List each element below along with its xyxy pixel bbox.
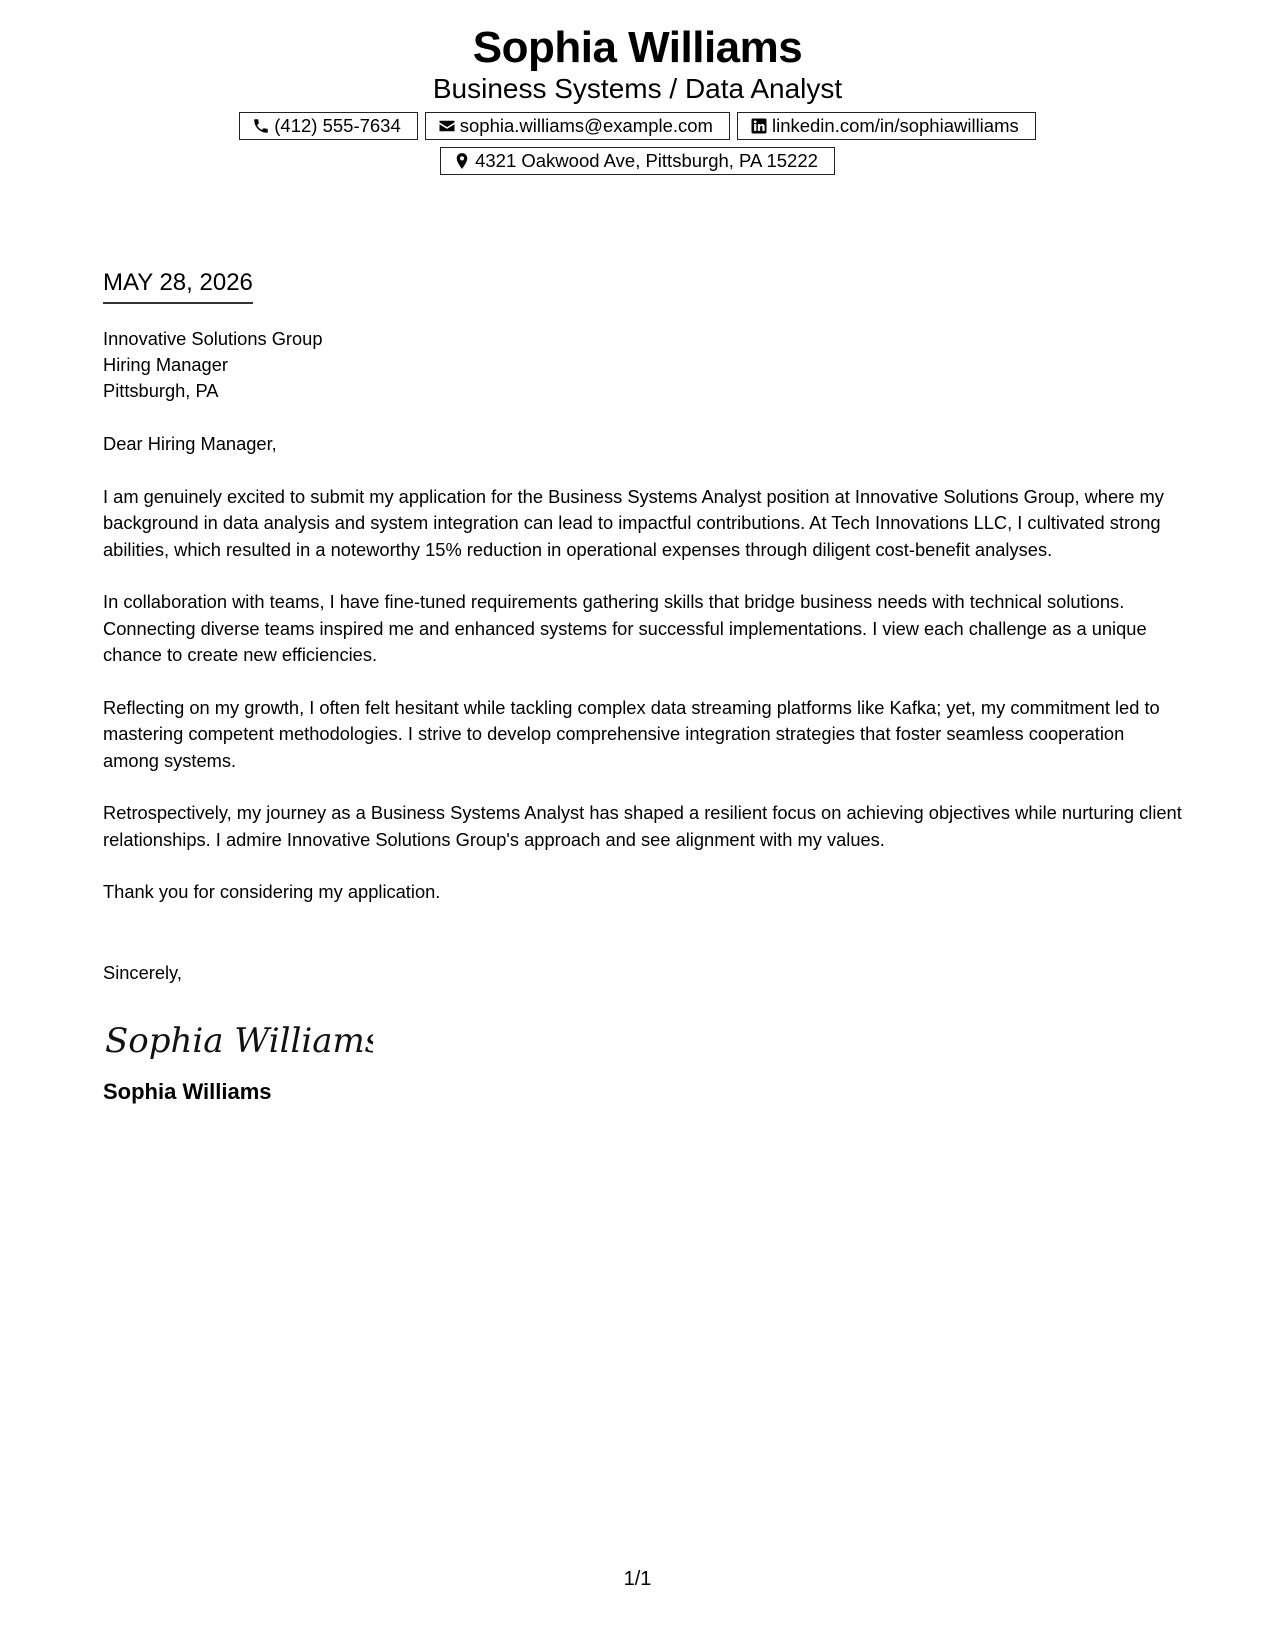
thanks-line: Thank you for considering my application. <box>103 881 441 902</box>
applicant-name: Sophia Williams <box>472 23 803 72</box>
email-text: sophia.williams@example.com <box>459 115 713 136</box>
envelope-icon <box>438 117 456 135</box>
linkedin-text: linkedin.com/in/sophiawilliams <box>771 115 1019 136</box>
phone-icon <box>252 117 270 135</box>
letter-header <box>0 22 1275 182</box>
body-paragraph: Retrospectively, my journey as a Business Systems Analyst has shaped a resilient focus on achieving objectives while nurturing client relationships. I admire Innovative Solutions Group's approach and see alignment with my values. <box>103 802 1182 850</box>
recipient-title: Hiring Manager <box>103 354 228 375</box>
body-paragraph: Reflecting on my growth, I often felt hesitant while tackling complex data streaming platforms like Kafka; yet, my commitment led to mastering competent methodologies. I strive to develop comprehensive integration strategies that foster seamless cooperation among systems. <box>103 696 1160 771</box>
contact-info <box>138 112 1138 182</box>
recipient-block <box>103 326 1183 404</box>
signed-name: Sophia Williams <box>103 1079 272 1104</box>
applicant-role: Business Systems / Data Analyst <box>432 73 843 104</box>
contact-phone[interactable] <box>239 112 418 140</box>
body-paragraph: In collaboration with teams, I have fine-tuned requirements gathering skills that bridge business needs with technical solutions. Connecting diverse teams inspired me and enhanced systems for successful implementations. I view each challenge as a unique chance to create new efficiencies. <box>103 591 1147 665</box>
handwritten-signature <box>103 1016 373 1066</box>
signature-text: Sophia Williams <box>105 1021 373 1061</box>
address-text: 4321 Oakwood Ave, Pittsburgh, PA 15222 <box>475 150 818 171</box>
recipient-company: Innovative Solutions Group <box>103 328 323 349</box>
phone-text: (412) 555-7634 <box>274 115 401 136</box>
contact-email[interactable] <box>425 112 730 140</box>
recipient-location: Pittsburgh, PA <box>103 380 219 401</box>
linkedin-icon <box>750 117 768 135</box>
contact-linkedin[interactable] <box>737 112 1036 140</box>
salutation: Dear Hiring Manager, <box>103 433 277 454</box>
contact-address[interactable] <box>440 147 835 175</box>
page-number: 1/1 <box>623 1568 652 1590</box>
body-paragraph: I am genuinely excited to submit my application for the Business Systems Analyst position at Innovative Solutions Group, where my background in data analysis and system integration can lead to impactful contributions. At Tech Innovations LLC, I cultivated strong abilities, which resulted in a noteworthy 15% reduction in operational expenses through diligent cost-benefit analyses. <box>103 485 1164 560</box>
letter-date: MAY 28, 2026 <box>103 268 253 304</box>
letter-body <box>103 268 1183 1106</box>
closing: Sincerely, <box>103 961 182 983</box>
map-marker-icon <box>453 152 471 170</box>
